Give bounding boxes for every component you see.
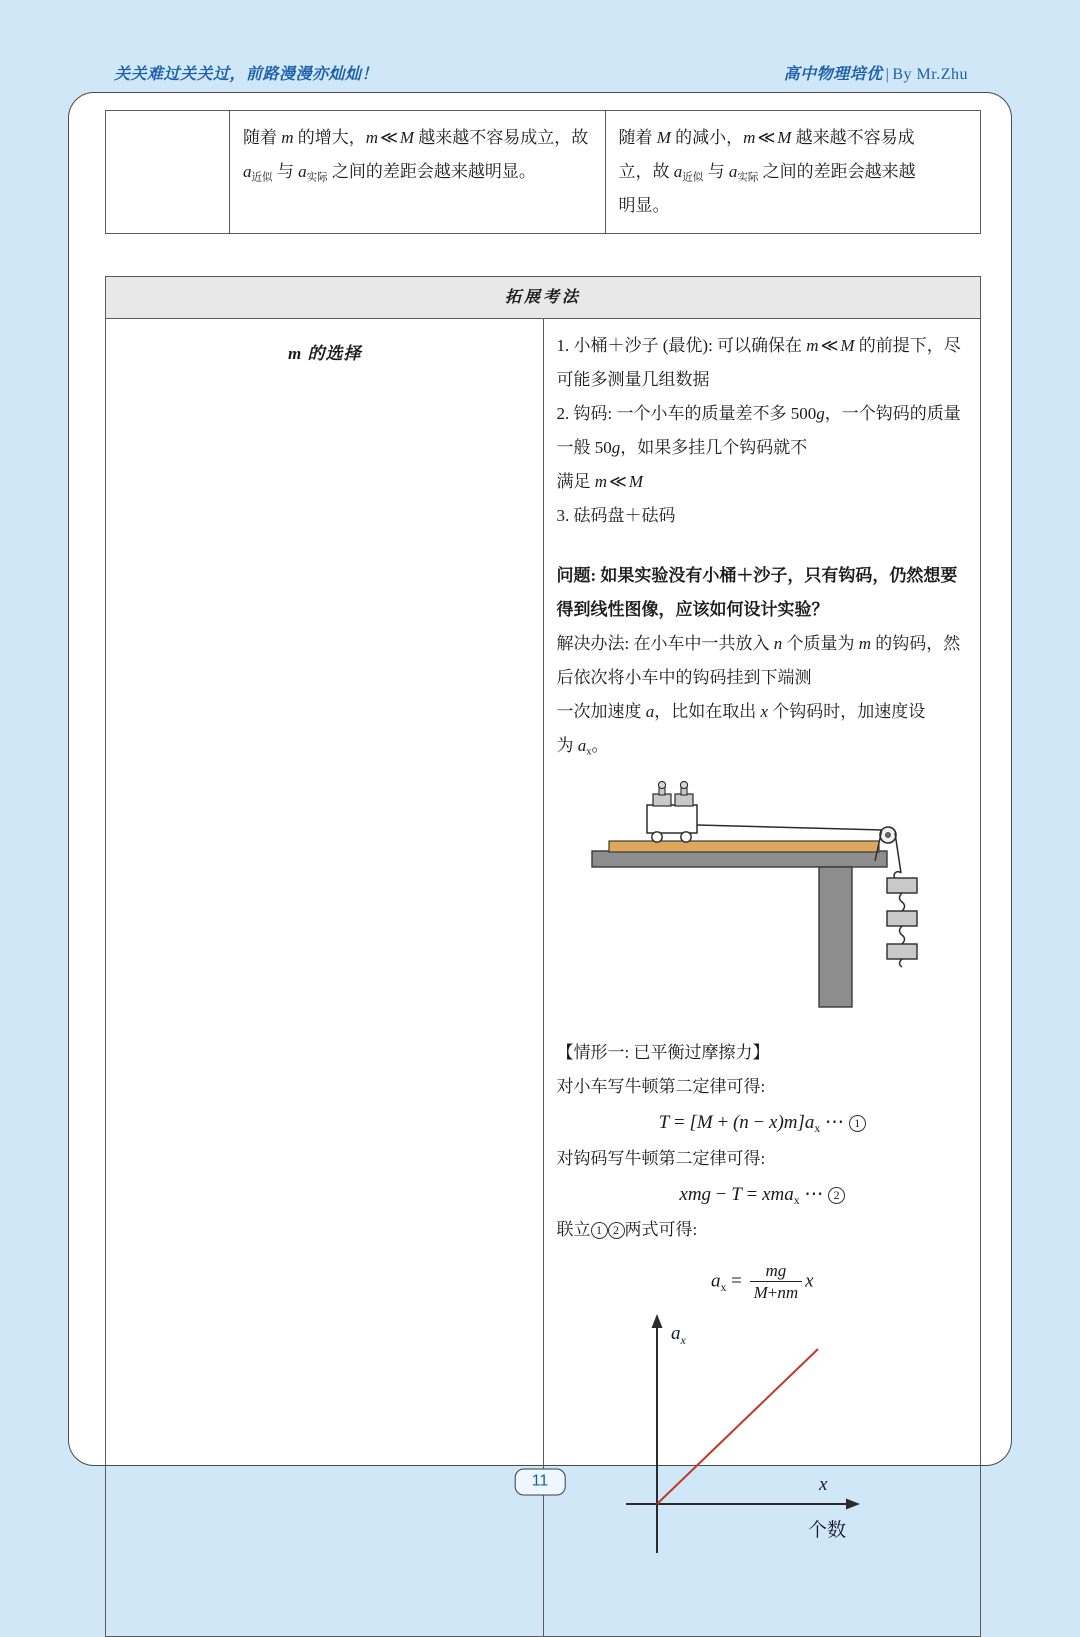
table-continuation [105, 110, 981, 234]
figure-graph [557, 1308, 969, 1570]
section-title: 拓展考法 [504, 289, 581, 306]
y-axis-label: $a_x$ [671, 1322, 687, 1347]
table-extension-method [105, 276, 981, 1637]
item-3: 3. 砝码盘＋砝码 [556, 506, 676, 525]
cart-weights [653, 781, 693, 806]
continuation-cell-middle: 随着 m 的增大，m ≪ M 越来越不容易成立，故 $a_{近似}$ 与 $a_{实际}$ 之间的差距会越来越明显。 [230, 111, 606, 234]
cart-body [647, 805, 697, 833]
x-axis-arrow [846, 1498, 860, 1509]
string-vertical [895, 833, 901, 873]
table-leg [819, 867, 852, 1007]
header-byline: By Mr.Zhu [892, 65, 968, 83]
solution-line-1: 解决办法: 在小车中一共放入 n 个质量为 m 的钩码，然后依次将小车中的钩码挂到下端测 [556, 634, 961, 687]
combine-label: 联立 1 2 两式可得: [556, 1220, 698, 1240]
item-1: 1. 小桶＋沙子 (最优): 可以确保在 m ≪ M 的前提下，尽可能多测量几组数据 [556, 336, 961, 389]
section-title-cell [106, 277, 981, 319]
newton-cart-label: 对小车写牛顿第二定律可得: [556, 1077, 766, 1096]
formula-2: xmg − T = xma$_x$ ⋯ 2 [557, 1182, 969, 1210]
page-number: 11 [515, 1469, 566, 1496]
hanging-weight-1 [887, 878, 917, 893]
running-head [0, 55, 1080, 89]
y-axis-arrow [652, 1314, 663, 1328]
formula-3: $a_x$ = $\frac{mg}{M+nm}$ x [557, 1261, 969, 1304]
page-content [105, 110, 981, 1637]
x-axis-label: x [819, 1473, 828, 1495]
hanging-weights [887, 872, 917, 967]
table-row [106, 111, 981, 234]
apparatus-diagram [587, 773, 937, 1018]
continuation-cell-right: 随着 M 的减小，m ≪ M 越来越不容易成 立，故 $a_{近似}$ 与 $a_{实际}$ 之间的差距会越来越 明显。 [605, 111, 981, 234]
fraction-mg-over-M-nm: $\frac{mg}{M+nm}$ [750, 1261, 803, 1304]
x-axis-sublabel: 个数 [808, 1519, 847, 1541]
header-separator: | [885, 65, 890, 83]
item-2-cont: 满足 m ≪ M [556, 472, 643, 491]
cart-wheel-rear [652, 832, 662, 842]
ax-vs-x-chart [612, 1308, 912, 1558]
hanging-weight-3 [887, 944, 917, 959]
case-heading: 【情形一: 已平衡过摩擦力】 [556, 1043, 770, 1062]
wooden-track [609, 841, 879, 852]
header-brand-group [784, 61, 968, 84]
table-top [592, 851, 887, 867]
table-row [106, 319, 981, 1637]
figure-apparatus [557, 773, 969, 1030]
row-content-cell [543, 319, 981, 1637]
newton-weight-label: 对钩码写牛顿第二定律可得: [556, 1148, 766, 1168]
pulley-axle [886, 833, 891, 838]
item-2: 2. 钩码: 一个小车的质量差不多 500g，一个钩码的质量一般 50g，如果多挂几个钩码就不 [556, 404, 961, 457]
header-motto: 关关难过关关过，前路漫漫亦灿灿！ [114, 65, 379, 83]
formula-1: $T = [M + (n - x)m]a_x$ ⋯ 1 [557, 1110, 969, 1138]
data-line-series-1 [657, 1349, 818, 1504]
solution-line-2: 一次加速度 a，比如在取出 x 个钩码时，加速度设为 $a_x$。 [556, 702, 926, 758]
header-brand: 高中物理培优 [783, 65, 883, 83]
hanging-weight-2 [887, 911, 917, 926]
continuation-label-cell [106, 111, 230, 234]
cart-wheel-front [681, 832, 691, 842]
string-horizontal [697, 825, 883, 830]
question-line: 问题: 如果实验没有小桶＋沙子，只有钩码，仍然想要得到线性图像，应该如何设计实验？ [556, 566, 958, 619]
row-label-m-selection: m 的选择 [106, 319, 544, 1637]
table-header-row [106, 277, 981, 319]
